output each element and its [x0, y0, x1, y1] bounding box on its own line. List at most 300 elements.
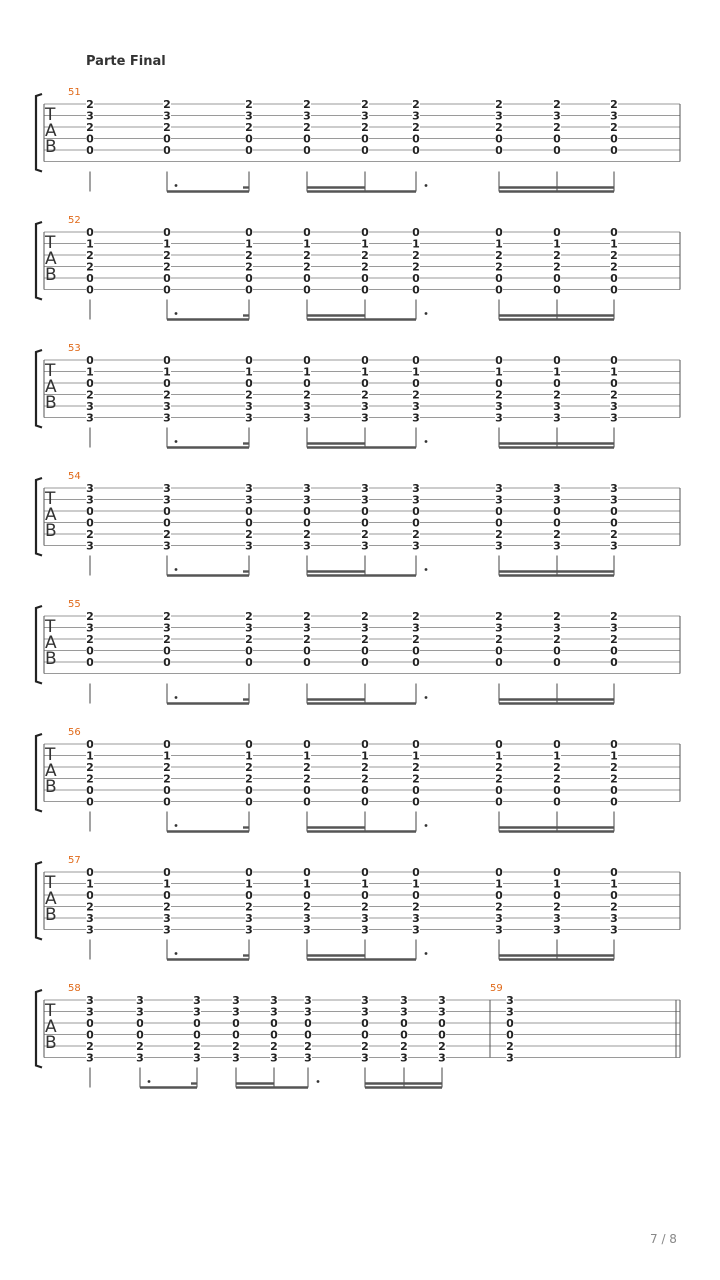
tab-clef-t: T	[45, 489, 56, 509]
fret-number: 3	[86, 923, 94, 937]
fret-number: 2	[303, 249, 311, 262]
fret-number: 0	[361, 1017, 369, 1030]
fret-number: 3	[245, 482, 253, 495]
fret-number: 0	[303, 272, 311, 285]
fret-number: 0	[361, 784, 369, 797]
fret-number: 2	[361, 98, 369, 111]
fret-number: 0	[412, 516, 420, 530]
fret-number: 0	[270, 1017, 278, 1030]
fret-number: 3	[495, 400, 503, 413]
fret-number: 0	[245, 738, 253, 751]
fret-number: 3	[270, 1005, 278, 1019]
chord	[610, 226, 618, 297]
chord	[304, 994, 312, 1065]
fret-number: 2	[304, 1040, 312, 1053]
section-title: Parte Final	[86, 54, 166, 69]
fret-number: 3	[86, 482, 94, 495]
fret-number: 0	[495, 795, 503, 809]
tab-system-53	[36, 343, 680, 448]
chord	[303, 98, 311, 157]
chord	[495, 610, 503, 669]
fret-number: 0	[495, 505, 503, 518]
fret-number: 3	[232, 1051, 240, 1065]
tab-system-52	[36, 215, 680, 320]
fret-number: 3	[361, 912, 369, 925]
fret-number: 0	[412, 866, 420, 879]
fret-number: 0	[553, 505, 561, 518]
chord	[245, 610, 253, 669]
fret-number: 3	[553, 400, 561, 413]
fret-number: 3	[86, 621, 94, 635]
chord	[245, 866, 253, 937]
fret-number: 3	[232, 994, 240, 1007]
chord	[303, 482, 311, 553]
fret-number: 2	[553, 772, 561, 786]
fret-number: 3	[303, 411, 311, 425]
measure-number: 55	[68, 599, 81, 610]
chord	[495, 866, 503, 937]
rhythm-dot	[425, 184, 428, 187]
fret-number: 3	[163, 923, 171, 937]
system-bracket	[36, 222, 42, 300]
tab-clef-t: T	[45, 361, 56, 381]
fret-number: 0	[610, 283, 618, 297]
chord	[495, 482, 503, 553]
chord	[232, 994, 240, 1065]
fret-number: 0	[86, 889, 94, 902]
fret-number: 0	[506, 1028, 514, 1042]
fret-number: 3	[245, 912, 253, 925]
fret-number: 0	[506, 1017, 514, 1030]
fret-number: 2	[303, 260, 311, 274]
fret-number: 2	[245, 388, 253, 402]
chord	[412, 610, 420, 669]
fret-number: 3	[163, 621, 171, 635]
fret-number: 0	[361, 889, 369, 902]
fret-number: 3	[136, 994, 144, 1007]
fret-number: 0	[163, 144, 171, 157]
tab-clef-a: A	[45, 121, 57, 141]
fret-number: 1	[303, 749, 311, 763]
fret-number: 0	[163, 377, 171, 390]
fret-number: 0	[610, 889, 618, 902]
fret-number: 0	[412, 738, 420, 751]
fret-number: 0	[86, 656, 94, 669]
fret-number: 2	[412, 121, 420, 134]
fret-number: 2	[245, 633, 253, 646]
fret-number: 2	[438, 1040, 446, 1053]
fret-number: 2	[86, 761, 94, 774]
chord	[610, 610, 618, 669]
fret-number: 2	[163, 528, 171, 541]
rhythm-dot	[425, 440, 428, 443]
fret-number: 1	[553, 877, 561, 891]
measure-number: 51	[68, 87, 81, 98]
chord	[245, 98, 253, 157]
fret-number: 0	[553, 226, 561, 239]
chord	[495, 354, 503, 425]
fret-number: 1	[495, 365, 503, 379]
fret-number: 1	[553, 749, 561, 763]
chord	[193, 994, 201, 1065]
fret-number: 0	[553, 795, 561, 809]
chord-final	[506, 994, 514, 1065]
fret-number: 2	[553, 610, 561, 623]
chord	[163, 354, 171, 425]
fret-number: 0	[361, 354, 369, 367]
tab-clef-b: B	[45, 1033, 57, 1053]
fret-number: 0	[303, 354, 311, 367]
fret-number: 3	[245, 493, 253, 507]
fret-number: 3	[495, 482, 503, 495]
fret-number: 3	[245, 621, 253, 635]
fret-number: 0	[303, 889, 311, 902]
fret-number: 1	[610, 365, 618, 379]
fret-number: 1	[553, 237, 561, 251]
fret-number: 3	[303, 621, 311, 635]
tab-clef-a: A	[45, 249, 57, 269]
chord	[86, 98, 94, 157]
fret-number: 0	[361, 738, 369, 751]
fret-number: 3	[610, 621, 618, 635]
fret-number: 2	[86, 98, 94, 111]
tab-clef-a: A	[45, 505, 57, 525]
fret-number: 0	[86, 738, 94, 751]
fret-number: 0	[495, 656, 503, 669]
fret-number: 3	[553, 411, 561, 425]
fret-number: 3	[245, 411, 253, 425]
fret-number: 3	[361, 1051, 369, 1065]
chord	[553, 866, 561, 937]
fret-number: 2	[610, 633, 618, 646]
fret-number: 0	[245, 505, 253, 518]
fret-number: 2	[270, 1040, 278, 1053]
fret-number: 0	[245, 784, 253, 797]
fret-number: 0	[245, 644, 253, 658]
fret-number: 3	[412, 109, 420, 123]
fret-number: 3	[270, 1051, 278, 1065]
chord	[163, 482, 171, 553]
rhythm-notation	[90, 812, 614, 832]
fret-number: 2	[495, 528, 503, 541]
fret-number: 0	[361, 866, 369, 879]
fret-number: 1	[361, 877, 369, 891]
fret-number: 3	[610, 482, 618, 495]
measure-number: 57	[68, 855, 81, 866]
fret-number: 0	[495, 377, 503, 390]
fret-number: 3	[303, 400, 311, 413]
chord	[438, 994, 446, 1065]
fret-number: 3	[303, 482, 311, 495]
fret-number: 0	[553, 516, 561, 530]
fret-number: 0	[303, 784, 311, 797]
fret-number: 2	[495, 772, 503, 786]
fret-number: 3	[610, 923, 618, 937]
tab-clef-b: B	[45, 905, 57, 925]
fret-number: 0	[361, 132, 369, 146]
chord	[245, 482, 253, 553]
fret-number: 0	[553, 132, 561, 146]
fret-number: 3	[303, 493, 311, 507]
fret-number: 0	[361, 656, 369, 669]
chord	[163, 738, 171, 809]
fret-number: 2	[245, 98, 253, 111]
fret-number: 0	[303, 505, 311, 518]
fret-number: 3	[86, 994, 94, 1007]
fret-number: 0	[245, 889, 253, 902]
rhythm-dot	[425, 824, 428, 827]
fret-number: 1	[495, 749, 503, 763]
fret-number: 3	[361, 994, 369, 1007]
chord	[303, 866, 311, 937]
chord	[495, 98, 503, 157]
fret-number: 3	[270, 994, 278, 1007]
fret-number: 2	[303, 121, 311, 134]
rhythm-notation	[90, 556, 614, 576]
chord	[361, 610, 369, 669]
fret-number: 2	[495, 388, 503, 402]
fret-number: 2	[610, 260, 618, 274]
fret-number: 3	[553, 493, 561, 507]
tab-clef-a: A	[45, 761, 57, 781]
chord	[163, 226, 171, 297]
measure-number: 59	[490, 983, 503, 994]
fret-number: 3	[163, 912, 171, 925]
fret-number: 1	[86, 749, 94, 763]
chord	[412, 866, 420, 937]
chord	[303, 226, 311, 297]
rhythm-dot	[175, 440, 178, 443]
chord	[610, 98, 618, 157]
rhythm-dot	[425, 952, 428, 955]
fret-number: 3	[86, 411, 94, 425]
fret-number: 2	[506, 1040, 514, 1053]
fret-number: 0	[361, 644, 369, 658]
fret-number: 2	[610, 761, 618, 774]
fret-number: 1	[412, 749, 420, 763]
fret-number: 0	[303, 132, 311, 146]
fret-number: 2	[610, 249, 618, 262]
rhythm-dot	[175, 696, 178, 699]
fret-number: 3	[361, 400, 369, 413]
fret-number: 1	[245, 237, 253, 251]
fret-number: 3	[304, 994, 312, 1007]
fret-number: 0	[361, 272, 369, 285]
chord	[495, 738, 503, 809]
fret-number: 0	[553, 866, 561, 879]
fret-number: 0	[86, 1028, 94, 1042]
fret-number: 0	[86, 866, 94, 879]
rhythm-dot	[175, 824, 178, 827]
measure-number: 53	[68, 343, 81, 354]
chord	[361, 866, 369, 937]
fret-number: 0	[86, 272, 94, 285]
fret-number: 3	[163, 109, 171, 123]
tab-system-56	[36, 727, 680, 832]
fret-number: 0	[86, 784, 94, 797]
fret-number: 2	[245, 761, 253, 774]
tab-clef-t: T	[45, 873, 56, 893]
fret-number: 0	[438, 1017, 446, 1030]
fret-number: 3	[400, 1005, 408, 1019]
measure-number: 56	[68, 727, 81, 738]
fret-number: 2	[495, 249, 503, 262]
fret-number: 3	[610, 400, 618, 413]
fret-number: 0	[412, 272, 420, 285]
fret-number: 0	[86, 226, 94, 239]
fret-number: 2	[86, 249, 94, 262]
fret-number: 2	[303, 761, 311, 774]
fret-number: 0	[163, 738, 171, 751]
chord	[86, 482, 94, 553]
fret-number: 3	[553, 109, 561, 123]
chord	[303, 738, 311, 809]
fret-number: 2	[495, 610, 503, 623]
fret-number: 0	[303, 795, 311, 809]
fret-number: 1	[412, 365, 420, 379]
chord	[86, 866, 94, 937]
chord	[610, 866, 618, 937]
fret-number: 2	[412, 528, 420, 541]
fret-number: 0	[495, 144, 503, 157]
fret-number: 2	[163, 388, 171, 402]
tab-clef-a: A	[45, 633, 57, 653]
fret-number: 3	[506, 994, 514, 1007]
chord	[412, 738, 420, 809]
system-bracket	[36, 606, 42, 684]
fret-number: 3	[495, 923, 503, 937]
fret-number: 3	[610, 493, 618, 507]
fret-number: 3	[610, 411, 618, 425]
fret-number: 0	[610, 866, 618, 879]
fret-number: 2	[610, 610, 618, 623]
fret-number: 0	[303, 516, 311, 530]
fret-number: 2	[361, 761, 369, 774]
chord	[303, 610, 311, 669]
fret-number: 0	[86, 516, 94, 530]
fret-number: 3	[495, 621, 503, 635]
fret-number: 0	[245, 516, 253, 530]
fret-number: 0	[412, 354, 420, 367]
fret-number: 2	[610, 528, 618, 541]
chord	[412, 482, 420, 553]
fret-number: 0	[610, 226, 618, 239]
fret-number: 3	[163, 482, 171, 495]
chord	[86, 994, 94, 1065]
fret-number: 2	[361, 249, 369, 262]
system-bracket	[36, 990, 42, 1068]
fret-number: 2	[136, 1040, 144, 1053]
fret-number: 0	[86, 132, 94, 146]
fret-number: 2	[303, 633, 311, 646]
fret-number: 0	[245, 144, 253, 157]
chord	[553, 354, 561, 425]
rhythm-dot	[175, 184, 178, 187]
fret-number: 3	[245, 400, 253, 413]
tab-clef-a: A	[45, 889, 57, 909]
fret-number: 2	[303, 528, 311, 541]
chord	[163, 610, 171, 669]
chord	[361, 482, 369, 553]
tab-clef-b: B	[45, 777, 57, 797]
fret-number: 3	[361, 923, 369, 937]
fret-number: 3	[495, 109, 503, 123]
fret-number: 3	[495, 411, 503, 425]
fret-number: 3	[193, 1051, 201, 1065]
fret-number: 0	[495, 738, 503, 751]
fret-number: 3	[412, 621, 420, 635]
chord	[610, 738, 618, 809]
measure-number: 58	[68, 983, 81, 994]
fret-number: 3	[400, 994, 408, 1007]
fret-number: 3	[412, 411, 420, 425]
fret-number: 0	[232, 1017, 240, 1030]
fret-number: 2	[86, 1040, 94, 1053]
fret-number: 2	[610, 388, 618, 402]
fret-number: 2	[495, 121, 503, 134]
fret-number: 1	[86, 237, 94, 251]
tab-clef-b: B	[45, 521, 57, 541]
chord	[163, 866, 171, 937]
fret-number: 0	[610, 644, 618, 658]
fret-number: 0	[86, 795, 94, 809]
fret-number: 3	[553, 621, 561, 635]
fret-number: 0	[412, 283, 420, 297]
fret-number: 0	[553, 354, 561, 367]
tab-system-51	[36, 87, 680, 192]
fret-number: 2	[412, 772, 420, 786]
chord	[400, 994, 408, 1065]
fret-number: 2	[86, 610, 94, 623]
fret-number: 0	[136, 1028, 144, 1042]
fret-number: 0	[361, 226, 369, 239]
fret-number: 0	[163, 283, 171, 297]
fret-number: 0	[361, 1028, 369, 1042]
fret-number: 0	[610, 516, 618, 530]
fret-number: 0	[400, 1028, 408, 1042]
fret-number: 0	[610, 132, 618, 146]
tab-system-55	[36, 599, 680, 704]
fret-number: 3	[553, 539, 561, 553]
fret-number: 0	[136, 1017, 144, 1030]
chord	[412, 226, 420, 297]
rhythm-notation	[90, 1068, 442, 1088]
fret-number: 2	[361, 900, 369, 914]
fret-number: 3	[303, 912, 311, 925]
fret-number: 3	[163, 411, 171, 425]
fret-number: 3	[86, 1005, 94, 1019]
fret-number: 0	[163, 795, 171, 809]
fret-number: 2	[163, 761, 171, 774]
fret-number: 0	[86, 505, 94, 518]
rhythm-notation	[90, 428, 614, 448]
system-bracket	[36, 94, 42, 172]
fret-number: 0	[361, 795, 369, 809]
fret-number: 3	[163, 493, 171, 507]
chord	[86, 738, 94, 809]
fret-number: 2	[412, 260, 420, 274]
fret-number: 0	[232, 1028, 240, 1042]
rhythm-dot	[425, 568, 428, 571]
fret-number: 0	[163, 505, 171, 518]
fret-number: 3	[136, 1051, 144, 1065]
fret-number: 3	[412, 493, 420, 507]
fret-number: 1	[245, 749, 253, 763]
fret-number: 2	[495, 633, 503, 646]
fret-number: 0	[412, 784, 420, 797]
fret-number: 0	[412, 132, 420, 146]
fret-number: 2	[412, 761, 420, 774]
